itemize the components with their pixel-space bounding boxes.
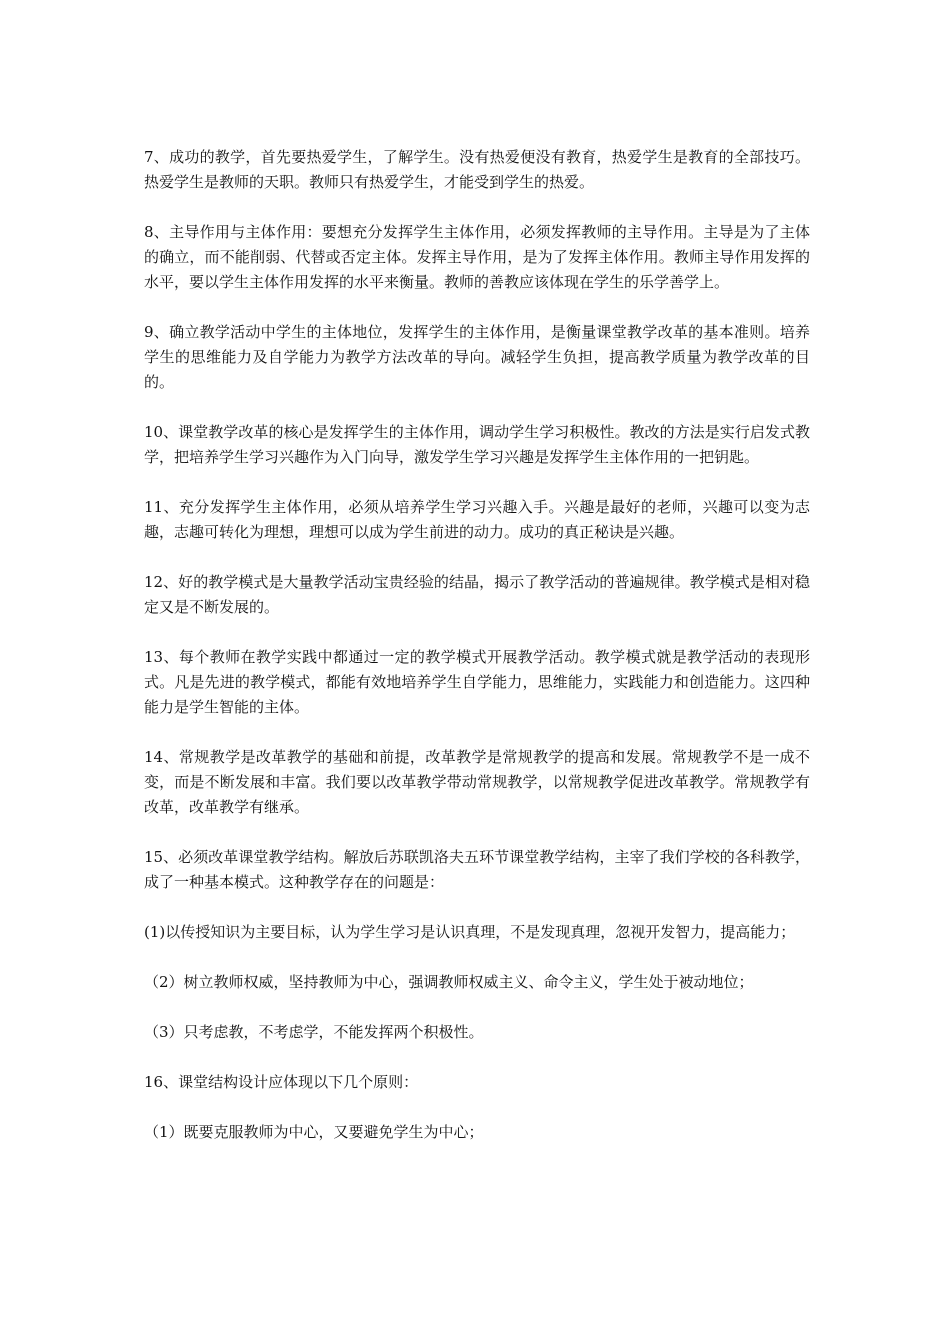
paragraph-15: 15、必须改革课堂教学结构。解放后苏联凯洛夫五环节课堂教学结构，主宰了我们学校的各科教学，成了一种基本模式。这种教学存在的问题是： bbox=[144, 848, 810, 891]
paragraph-11: 11、充分发挥学生主体作用，必须从培养学生学习兴趣入手。兴趣是最好的老师，兴趣可以变为志趣，志趣可转化为理想，理想可以成为学生前进的动力。成功的真正秘诀是兴趣。 bbox=[144, 498, 810, 541]
list-item-15-2: （2）树立教师权威，坚持教师为中心，强调教师权威主义、命令主义，学生处于被动地位； bbox=[144, 973, 754, 991]
paragraph-9: 9、确立教学活动中学生的主体地位，发挥学生的主体作用，是衡量课堂教学改革的基本准则。培养学生的思维能力及自学能力为教学方法改革的导向。减轻学生负担，提高教学质量为教学改革的目的。 bbox=[144, 323, 810, 391]
paragraph-16: 16、课堂结构设计应体现以下几个原则： bbox=[144, 1073, 419, 1091]
document-body bbox=[144, 145, 810, 1170]
paragraph-7: 7、成功的教学，首先要热爱学生，了解学生。没有热爱便没有教育，热爱学生是教育的全部技巧。热爱学生是教师的天职。教师只有热爱学生，才能受到学生的热爱。 bbox=[144, 148, 810, 191]
paragraph-14: 14、常规教学是改革教学的基础和前提，改革教学是常规教学的提高和发展。常规教学不是一成不变，而是不断发展和丰富。我们要以改革教学带动常规教学，以常规教学促进改革教学。常规教学有改革，改革教学有继承。 bbox=[144, 748, 810, 816]
paragraph-12: 12、好的教学模式是大量教学活动宝贵经验的结晶，揭示了教学活动的普遍规律。教学模式是相对稳定又是不断发展的。 bbox=[144, 573, 810, 616]
list-item-16-1: （1）既要克服教师为中心，又要避免学生为中心； bbox=[144, 1123, 484, 1141]
paragraph-8: 8、主导作用与主体作用：要想充分发挥学生主体作用，必须发挥教师的主导作用。主导是为了主体的确立，而不能削弱、代替或否定主体。发挥主导作用，是为了发挥主体作用。教师主导作用发挥的水平，要以学生主体作用发挥的水平来衡量。教师的善教应该体现在学生的乐学善学上。 bbox=[144, 223, 810, 291]
paragraph-10: 10、课堂教学改革的核心是发挥学生的主体作用，调动学生学习积极性。教改的方法是实行启发式教学，把培养学生学习兴趣作为入门向导，激发学生学习兴趣是发挥学生主体作用的一把钥匙。 bbox=[144, 423, 810, 466]
paragraph-13: 13、每个教师在教学实践中都通过一定的教学模式开展教学活动。教学模式就是教学活动的表现形式。凡是先进的教学模式，都能有效地培养学生自学能力，思维能力，实践能力和创造能力。这四种能力是学生智能的主体。 bbox=[144, 648, 810, 716]
list-item-15-3: （3）只考虑教，不考虑学，不能发挥两个积极性。 bbox=[144, 1023, 484, 1041]
list-item-15-1: (1)以传授知识为主要目标，认为学生学习是认识真理，不是发现真理，忽视开发智力，提高能力； bbox=[144, 923, 796, 941]
